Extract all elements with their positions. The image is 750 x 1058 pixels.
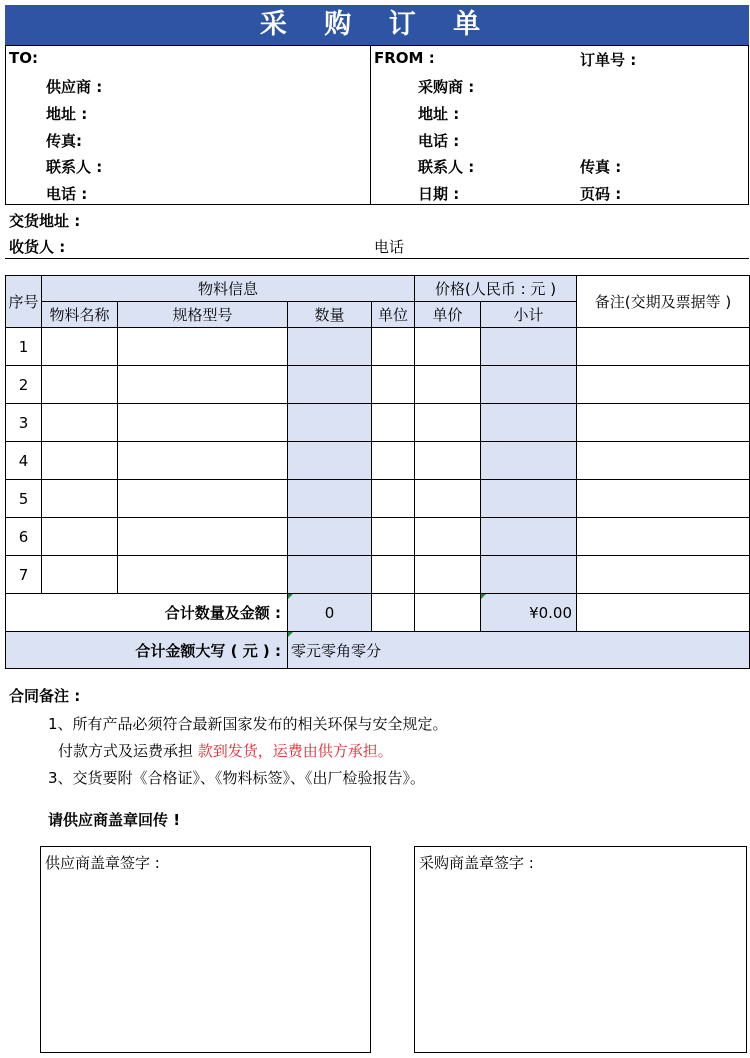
col-spec-header: 规格型号 <box>118 302 288 328</box>
buyer-date-label: 日期 : <box>418 185 460 203</box>
note-item-3: 3、交货要附《合格证》、《物料标签》、《出厂检验报告》。 <box>48 769 426 787</box>
header-divider <box>370 45 371 204</box>
supplier-address-label: 地址 : <box>46 105 88 123</box>
col-price-header: 单价 <box>415 302 481 328</box>
price-group-header: 价格(人民币 : 元 ) <box>415 276 577 302</box>
cell-seq: 4 <box>6 442 42 480</box>
cell-price[interactable] <box>415 480 481 518</box>
total-amount[interactable] <box>481 594 577 632</box>
buyer-fax-label: 传真 : <box>580 158 622 176</box>
cell-price[interactable] <box>415 442 481 480</box>
col-subtotal-header: 小计 <box>481 302 577 328</box>
cell-name[interactable] <box>42 328 118 366</box>
buyer-address-label: 地址 : <box>418 105 460 123</box>
cell-remark[interactable] <box>577 556 750 594</box>
note-item-2-prefix: 付款方式及运费承担 <box>58 742 194 760</box>
table-row <box>6 480 750 518</box>
total-label: 合计数量及金额 : <box>6 594 288 632</box>
total-unit-cell[interactable] <box>372 594 415 632</box>
cell-qty[interactable] <box>288 556 372 594</box>
order-no-label: 订单号 : <box>580 51 637 69</box>
supplier-phone-label: 电话 : <box>46 185 88 203</box>
header-bottom-border <box>5 204 749 205</box>
cell-spec[interactable] <box>118 556 288 594</box>
buyer-signature-label: 采购商盖章签字 : <box>419 854 534 872</box>
cell-unit[interactable] <box>372 328 415 366</box>
note-item-2-highlight: 款到发货，运费由供方承担。 <box>197 742 393 760</box>
cell-qty[interactable] <box>288 328 372 366</box>
cell-seq: 2 <box>6 366 42 404</box>
cell-price[interactable] <box>415 328 481 366</box>
supplier-contact-label: 联系人 : <box>46 158 103 176</box>
cell-subtotal[interactable] <box>481 404 577 442</box>
supplier-signature-label: 供应商盖章签字 : <box>45 854 160 872</box>
cell-name[interactable] <box>42 404 118 442</box>
note-item-2 <box>58 740 393 761</box>
cell-seq: 1 <box>6 328 42 366</box>
cell-name[interactable] <box>42 366 118 404</box>
note-item-1: 1、所有产品必须符合最新国家发布的相关环保与安全规定。 <box>48 715 448 733</box>
cell-spec[interactable] <box>118 328 288 366</box>
from-label: FROM : <box>374 49 435 67</box>
return-request: 请供应商盖章回传 ! <box>48 811 181 829</box>
cell-price[interactable] <box>415 556 481 594</box>
cell-unit[interactable] <box>372 404 415 442</box>
cell-subtotal[interactable] <box>481 328 577 366</box>
table-row <box>6 366 750 404</box>
buyer-label: 采购商 : <box>418 78 475 96</box>
amount-words-label: 合计金额大写 ( 元 ) : <box>6 632 288 669</box>
cell-qty[interactable] <box>288 442 372 480</box>
cell-unit[interactable] <box>372 366 415 404</box>
amount-words-value: 零元零角零分 <box>291 641 382 660</box>
supplier-fax-label: 传真: <box>46 132 82 150</box>
buyer-phone-label: 电话 : <box>418 132 460 150</box>
delivery-address-label: 交货地址 : <box>9 212 81 230</box>
buyer-signature-box[interactable] <box>414 846 747 1053</box>
col-name-header: 物料名称 <box>42 302 118 328</box>
buyer-contact-label: 联系人 : <box>418 158 475 176</box>
cell-remark[interactable] <box>577 328 750 366</box>
total-amount-value: ¥0.00 <box>529 603 573 622</box>
total-qty-value: 0 <box>324 603 335 622</box>
cell-unit[interactable] <box>372 556 415 594</box>
table-row <box>6 404 750 442</box>
cell-subtotal[interactable] <box>481 556 577 594</box>
material-group-header: 物料信息 <box>42 276 415 302</box>
cell-qty[interactable] <box>288 404 372 442</box>
cell-seq: 7 <box>6 556 42 594</box>
supplier-label: 供应商 : <box>46 78 103 96</box>
items-table <box>5 275 750 669</box>
page-number-label: 页码 : <box>580 185 622 203</box>
cell-price[interactable] <box>415 366 481 404</box>
cell-seq: 6 <box>6 518 42 556</box>
col-unit-header: 单位 <box>372 302 415 328</box>
table-row <box>6 328 750 366</box>
cell-subtotal[interactable] <box>481 366 577 404</box>
cell-spec[interactable] <box>118 366 288 404</box>
to-label: TO: <box>9 49 38 67</box>
cell-qty[interactable] <box>288 518 372 556</box>
receiver-label: 收货人 : <box>9 238 66 256</box>
total-remark-cell[interactable] <box>577 594 750 632</box>
cell-unit[interactable] <box>372 518 415 556</box>
cell-remark[interactable] <box>577 442 750 480</box>
cell-marker <box>288 632 293 637</box>
cell-price[interactable] <box>415 518 481 556</box>
notes-label: 合同备注 : <box>9 687 81 705</box>
cell-qty[interactable] <box>288 366 372 404</box>
header-right-border <box>748 45 749 204</box>
cell-price[interactable] <box>415 404 481 442</box>
cell-spec[interactable] <box>118 404 288 442</box>
supplier-signature-box[interactable] <box>40 846 371 1053</box>
cell-name[interactable] <box>42 480 118 518</box>
header-top-border <box>5 45 749 46</box>
cell-subtotal[interactable] <box>481 480 577 518</box>
col-qty-header: 数量 <box>288 302 372 328</box>
cell-unit[interactable] <box>372 480 415 518</box>
cell-name[interactable] <box>42 442 118 480</box>
col-seq-header: 序号 <box>6 276 42 328</box>
receiver-phone-label: 电话 <box>374 238 405 256</box>
total-qty[interactable] <box>288 594 372 632</box>
cell-marker <box>288 594 293 599</box>
receiver-bottom-border <box>5 258 749 259</box>
cell-spec[interactable] <box>118 442 288 480</box>
cell-subtotal[interactable] <box>481 518 577 556</box>
table-row <box>6 518 750 556</box>
total-price-cell[interactable] <box>415 594 481 632</box>
cell-name[interactable] <box>42 518 118 556</box>
cell-remark[interactable] <box>577 480 750 518</box>
cell-spec[interactable] <box>118 518 288 556</box>
table-row <box>6 442 750 480</box>
table-row <box>6 556 750 594</box>
item-rows <box>6 328 750 594</box>
cell-remark[interactable] <box>577 366 750 404</box>
cell-marker <box>481 594 486 599</box>
cell-seq: 5 <box>6 480 42 518</box>
cell-remark[interactable] <box>577 518 750 556</box>
cell-subtotal[interactable] <box>481 442 577 480</box>
cell-seq: 3 <box>6 404 42 442</box>
cell-unit[interactable] <box>372 442 415 480</box>
header-left-border <box>5 45 6 204</box>
cell-qty[interactable] <box>288 480 372 518</box>
page-title: 采 购 订 单 <box>5 5 749 45</box>
amount-words[interactable] <box>288 632 750 669</box>
cell-remark[interactable] <box>577 404 750 442</box>
cell-name[interactable] <box>42 556 118 594</box>
col-remark-header: 备注(交期及票据等 ) <box>577 276 750 328</box>
cell-spec[interactable] <box>118 480 288 518</box>
